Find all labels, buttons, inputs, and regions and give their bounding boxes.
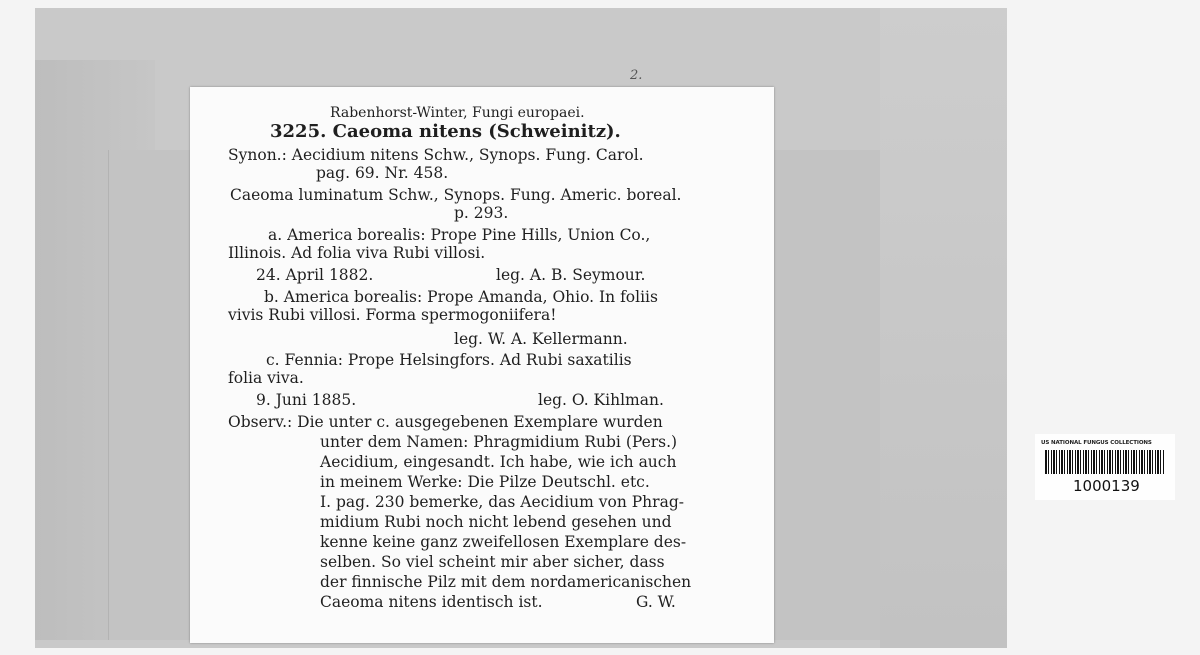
label-line: c. Fennia: Prope Helsingfors. Ad Rubi saxatilis	[266, 351, 632, 369]
label-line: kenne keine ganz zweifellosen Exemplare des-	[320, 533, 687, 551]
label-collector: leg. W. A. Kellermann.	[454, 330, 628, 348]
label-line: Synon.: Aecidium nitens Schw., Synops. Fung. Carol.	[228, 146, 644, 164]
handwritten-note: 2.	[630, 68, 643, 83]
label-series-title: Rabenhorst-Winter, Fungi europaei.	[330, 105, 585, 121]
label-initials: G. W.	[636, 593, 676, 611]
label-line: b. America borealis: Prope Amanda, Ohio. In foliis	[264, 288, 658, 306]
label-collector: leg. O. Kihlman.	[538, 391, 664, 409]
label-line: midium Rubi noch nicht lebend gesehen und	[320, 513, 672, 531]
catalog-number: 1000139	[1073, 477, 1140, 495]
label-species-heading: 3225. Caeoma nitens (Schweinitz).	[270, 121, 621, 142]
barcode-sticker	[1035, 434, 1175, 500]
label-collector: leg. A. B. Seymour.	[496, 266, 646, 284]
label-date: 9. Juni 1885.	[256, 391, 357, 409]
label-line: vivis Rubi villosi. Forma spermogoniifera!	[228, 306, 557, 324]
label-line: I. pag. 230 bemerke, das Aecidium von Phrag-	[320, 493, 684, 511]
collection-name: US NATIONAL FUNGUS COLLECTIONS	[1041, 440, 1152, 446]
label-line: pag. 69. Nr. 458.	[316, 164, 449, 182]
label-line: Caeoma luminatum Schw., Synops. Fung. Americ. boreal.	[230, 186, 682, 204]
label-line: der finnische Pilz mit dem nordamericanischen	[320, 573, 692, 591]
barcode	[1045, 450, 1165, 474]
packet-edge	[880, 8, 1007, 648]
label-line: Aecidium, eingesandt. Ich habe, wie ich auch	[320, 453, 677, 471]
label-line: unter dem Namen: Phragmidium Rubi (Pers.)	[320, 433, 678, 451]
label-date: 24. April 1882.	[256, 266, 374, 284]
label-line: folia viva.	[228, 369, 304, 387]
label-observation: Observ.: Die unter c. ausgegebenen Exemplare wurden	[228, 413, 663, 431]
label-line: a. America borealis: Prope Pine Hills, Union Co.,	[268, 226, 651, 244]
label-line: selben. So viel scheint mir aber sicher, dass	[320, 553, 665, 571]
label-line: p. 293.	[454, 204, 509, 222]
label-line: Illinois. Ad folia viva Rubi villosi.	[228, 244, 486, 262]
label-line: in meinem Werke: Die Pilze Deutschl. etc.	[320, 473, 650, 491]
label-line: Caeoma nitens identisch ist.	[320, 593, 543, 611]
specimen-label	[190, 87, 774, 643]
